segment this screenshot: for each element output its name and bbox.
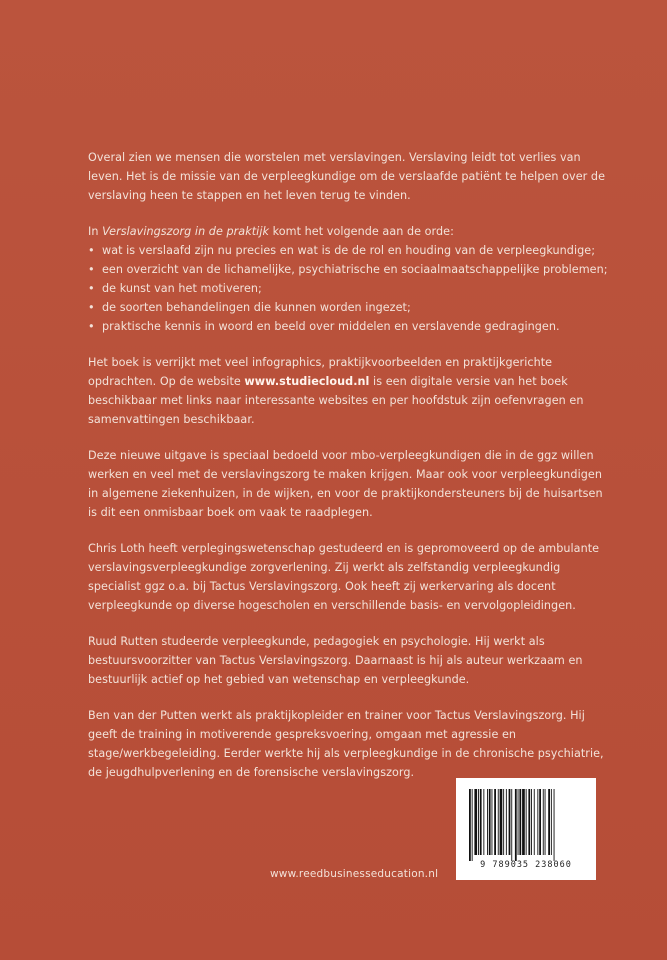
book-title: Verslavingszorg in de praktijk [102, 225, 270, 238]
publisher-website[interactable]: www.reedbusinesseducation.nl [270, 868, 439, 880]
list-intro [88, 222, 608, 241]
list-item: • de kunst van het motiveren; [88, 279, 608, 298]
author-bio-van-der-putten: Ben van der Putten werkt als praktijkopleider en trainer voor Tactus Verslavingszorg. Hij geeft de training in motiverende gespreksvoering, omgaan met agressie en stage/werkbegeleiding. Eerder werkte hij als verpleegkundige in de chronische psychiatrie, de jeugdhulpverlening en de forensische verslavingszorg. [88, 709, 604, 779]
isbn-barcode [456, 778, 596, 880]
author-bio-loth: Chris Loth heeft verplegingswetenschap gestudeerd en is gepromoveerd op de ambulante verslavingsverpleegkundige zorgverlening. Zij werkt als zelfstandig verpleegkundig specialist ggz o.a. bij Tactus Verslavingszorg. Ook heeft zij werkervaring als docent verpleegkunde op diverse hogescholen en verschillende basis- en vervolgopleidingen. [88, 542, 600, 612]
intro-paragraph: Overal zien we mensen die worstelen met verslavingen. Verslaving leidt tot verlies van leven. Het is de missie van de verpleegkundige om de verslaafde patiënt te helpen over de verslaving heen te stappen en het leven terug te vinden. [88, 151, 606, 202]
list-item: • een overzicht van de lichamelijke, psychiatrische en sociaalmaatschappelijke problemen; [88, 260, 608, 279]
list-item: • wat is verslaafd zijn nu precies en wat is de de rol en houding van de verpleegkundige; [88, 241, 608, 260]
website-paragraph-after: is een digitale versie van het boek beschikbaar met links naar interessante websites en per hoofdstuk zijn oefenvragen en samenvattingen beschikbaar. [88, 375, 584, 426]
studiecloud-link[interactable]: www.studiecloud.nl [244, 375, 370, 388]
list-intro-prefix: In [88, 225, 103, 238]
audience-paragraph: Deze nieuwe uitgave is speciaal bedoeld voor mbo-verpleegkundigen die in de ggz willen werken en veel met de verslavingszorg te maken krijgen. Maar ook voor verpleegkundigen in algemene ziekenhuizen, in de wijken, en voor de praktijkondersteuners bij de huisartsen is dit een onmisbaar boek om vaak te raadplegen. [88, 449, 603, 519]
author-bio-rutten: Ruud Rutten studeerde verpleegkunde, pedagogiek en psychologie. Hij werkt als bestuursvoorzitter van Tactus Verslavingszorg. Daarnaast is hij als auteur werkzaam en bestuurlijk actief op het gebied van wetenschap en verpleegkunde. [88, 635, 583, 686]
back-cover-text [88, 148, 608, 799]
list-item: • de soorten behandelingen die kunnen worden ingezet; [88, 298, 608, 317]
list-item: • praktische kennis in woord en beeld over middelen en verslavende gedragingen. [88, 317, 608, 336]
website-paragraph [88, 353, 608, 429]
isbn-number: 9 789035 238060 [480, 860, 572, 870]
topics-list [88, 241, 608, 336]
barcode-icon [467, 789, 586, 861]
website-paragraph-before: Het boek is verrijkt met veel infographics, praktijkvoorbeelden en praktijkgerichte opdrachten. Op de website [88, 356, 553, 388]
list-intro-suffix: komt het volgende aan de orde: [269, 225, 454, 238]
